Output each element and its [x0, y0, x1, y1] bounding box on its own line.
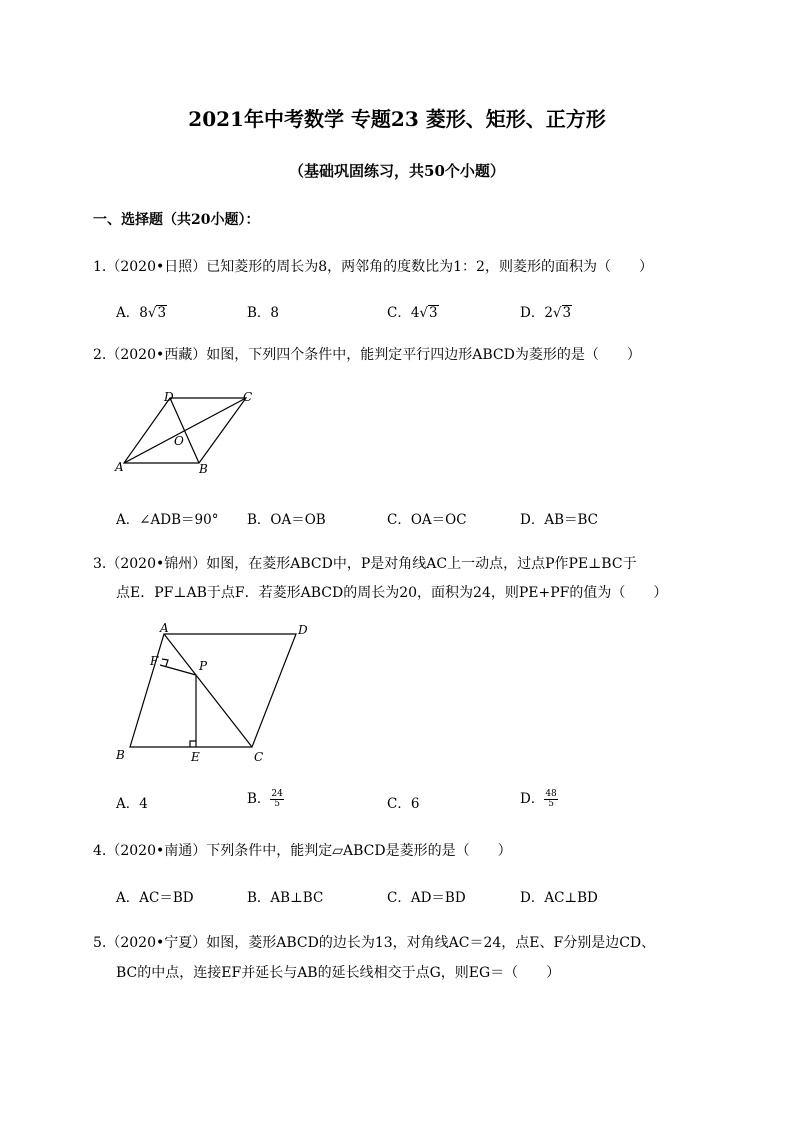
q3-rhombus — [130, 634, 296, 747]
question-3-text-line2: 点E．PF⊥AB于点F．若菱形ABCD的周长为20，面积为24，则PE+PF的值为（ ） — [116, 585, 668, 601]
q3-label-d: D — [298, 623, 308, 637]
q1-option-c: C．4√3 — [387, 305, 438, 321]
page-title: 2021年中考数学 专题23 菱形、矩形、正方形 — [188, 107, 606, 131]
question-4-text: 4.（2020•南通）下列条件中，能判定▱ABCD是菱形的是（ ） — [93, 843, 512, 859]
q2-option-c: C．OA＝OC — [387, 512, 467, 528]
q2-label-o: O — [174, 434, 184, 448]
q4-option-b: B．AB⊥BC — [247, 890, 324, 906]
q3-right-angle-f — [162, 659, 168, 666]
q3-label-e: E — [191, 750, 200, 764]
q3-segment-pf — [160, 665, 196, 675]
q2-label-b: B — [199, 462, 208, 476]
q2-option-b: B．OA＝OB — [247, 512, 326, 528]
q4-option-c: C．AD＝BD — [387, 890, 466, 906]
section-heading: 一、选择题（共20小题）： — [93, 212, 260, 228]
q2-diagonal-bd — [170, 398, 199, 463]
question-3-text-line1: 3.（2020•锦州）如图，在菱形ABCD中，P是对角线AC上一动点，过点P作PE⊥BC于 — [93, 556, 637, 572]
q3-option-c: C．6 — [387, 796, 420, 812]
q4-option-d: D．AC⊥BD — [520, 890, 598, 906]
q2-label-a: A — [115, 460, 124, 474]
question-1-text: 1.（2020•日照）已知菱形的周长为8，两邻角的度数比为1：2，则菱形的面积为（ ） — [93, 259, 653, 275]
q2-option-a: A．∠ADB＝90° — [116, 512, 219, 528]
q3-right-angle-e — [190, 741, 196, 747]
q3-option-b: B． $\frac{24}{5}$ — [247, 789, 283, 809]
q3-label-c: C — [254, 750, 264, 764]
q3-diagonal-ac — [164, 634, 252, 747]
q3-option-a: A．4 — [116, 796, 148, 812]
q3-label-a: A — [160, 621, 169, 635]
q2-label-c: C — [243, 390, 253, 404]
q3-rhombus-figure — [110, 620, 320, 770]
q2-option-d: D．AB＝BC — [520, 512, 598, 528]
q3-label-p: P — [199, 659, 208, 673]
q1-option-b: B．8 — [247, 305, 280, 321]
question-5-text-line2: BC的中点，连接EF并延长与AB的延长线相交于点G，则EG＝（ ） — [116, 965, 561, 981]
q4-option-a: A．AC＝BD — [116, 890, 194, 906]
q2-label-d: D — [164, 390, 174, 404]
q1-option-d: D．2√3 — [520, 305, 572, 321]
q3-label-f: F — [150, 654, 159, 668]
q3-label-b: B — [116, 748, 125, 762]
question-2-text: 2.（2020•西藏）如图，下列四个条件中，能判定平行四边形ABCD为菱形的是（ ） — [93, 347, 641, 363]
page-subtitle: （基础巩固练习，共50个小题） — [289, 162, 505, 180]
q3-option-d: D． $\frac{48}{5}$ — [520, 789, 557, 809]
question-5-text-line1: 5.（2020•宁夏）如图，菱形ABCD的边长为13，对角线AC＝24，点E、F分别是边CD、 — [93, 935, 656, 951]
q2-parallelogram-figure — [110, 385, 270, 480]
q1-option-a: A．8√3 — [116, 305, 167, 321]
